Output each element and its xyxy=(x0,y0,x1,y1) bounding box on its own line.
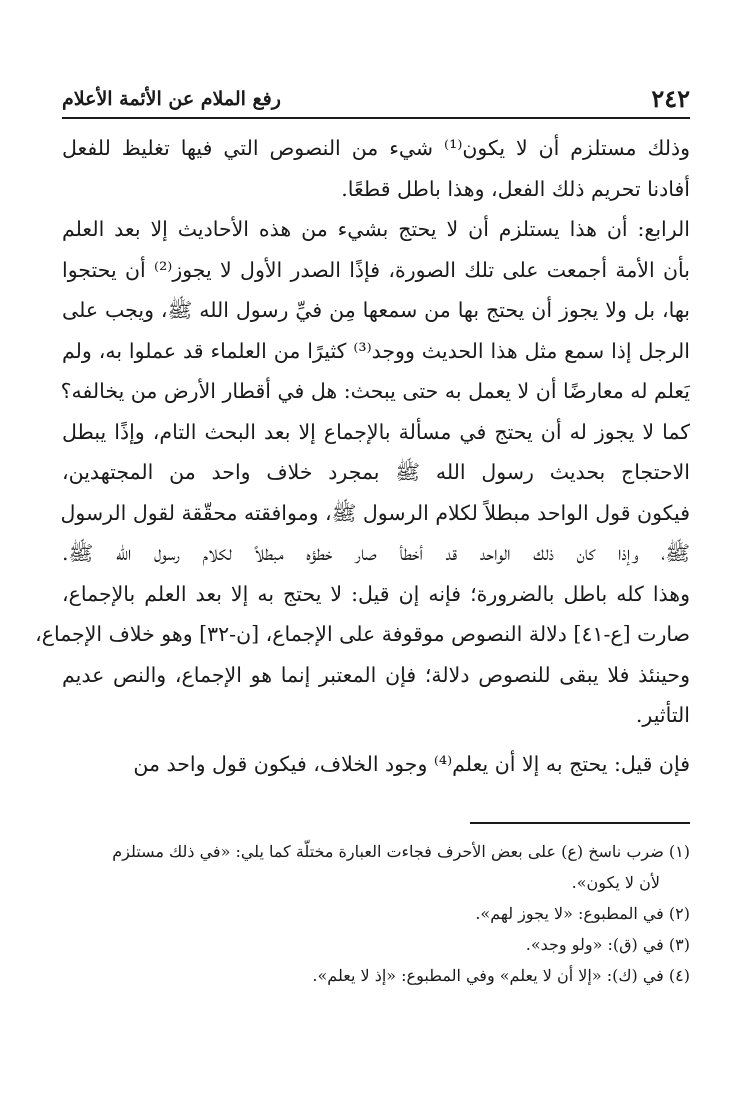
text-line: بأن الأمة أجمعت على تلك الصورة، فإذًا الصدر الأول لا يجوز⁽²⁾ أن يحتجوا xyxy=(62,257,691,282)
running-title: رفع الملام عن الأئمة الأعلام xyxy=(62,88,281,110)
text-line: وهذا كله باطل بالضرورة؛ فإنه إن قيل: لا يحتج به إلا بعد العلم بالإجماع، xyxy=(62,581,690,606)
header-rule xyxy=(62,117,690,119)
main-text xyxy=(35,128,691,784)
page-number: ٢٤٢ xyxy=(651,84,690,113)
footnote-rule xyxy=(470,822,690,824)
text-line: فإن قيل: يحتج به إلا أن يعلم⁽⁴⁾ وجود الخلاف، فيكون قول واحد من xyxy=(133,751,690,776)
text-line: فيكون قول الواحد مبطلاً لكلام الرسول ﷺ، وموافقته محقّقة لقول الرسول xyxy=(60,500,690,525)
footnote-1: (١) ضرب ناسخ (ع) على بعض الأحرف فجاءت العبارة مختلّة كما يلي: «في ذلك مستلزم xyxy=(112,842,690,861)
footnote-4: (٤) في (ك): «إلا أن لا يعلم» وفي المطبوع: «إذ لا يعلم». xyxy=(312,966,690,985)
text-line: صارت [ع-٤١] دلالة النصوص موقوفة على الإجماع، [ن-٣٢] وهو خلاف الإجماع، xyxy=(35,622,690,646)
text-line: التأثير. xyxy=(635,703,690,727)
text-line: بها، بل ولا يجوز أن يحتج بها من سمعها مِن فيِّ رسول الله ﷺ، ويجب على xyxy=(62,298,690,322)
text-line: الاحتجاج بحديث رسول الله ﷺ بمجرد خلاف واحد من المجتهدين، xyxy=(62,460,690,484)
text-line: ﷺ، وإذا كان ذلك الواحد قد أخطأ صار خطؤه مبطلاً لكلام رسول الله ﷺ. xyxy=(62,541,690,565)
text-line: الرجل إذا سمع مثل هذا الحديث ووجد⁽³⁾ كثيرًا من العلماء قد عملوا به، ولم xyxy=(62,338,690,363)
footnote-3: (٣) في (ق): «ولو وجد». xyxy=(525,935,690,954)
text-line: أفادنا تحريم ذلك الفعل، وهذا باطل قطعًا. xyxy=(341,176,690,201)
footnote-1-continuation: لأن لا يكون». xyxy=(571,873,660,892)
footnotes xyxy=(62,836,690,991)
footnote-2: (٢) في المطبوع: «لا يجوز لهم». xyxy=(475,904,690,923)
text-line: يَعلم له معارضًا أن لا يعمل به حتى يبحث: هل في أقطار الأرض من يخالفه؟ xyxy=(60,379,690,403)
text-line: وذلك مستلزم أن لا يكون⁽¹⁾ شيء من النصوص التي فيها تغليظ للفعل xyxy=(62,136,690,160)
text-line: كما لا يجوز له أن يحتج في مسألة بالإجماع إلا بعد البحث التام، وإذًا يبطل xyxy=(62,419,690,444)
page-header xyxy=(62,78,690,114)
text-line: وحينئذ فلا يبقى للنصوص دلالة؛ فإن المعتبر إنما هو الإجماع، والنص عديم xyxy=(62,662,690,687)
text-line: الرابع: أن هذا يستلزم أن لا يحتج بشيء من هذه الأحاديث إلا بعد العلم xyxy=(62,217,690,241)
